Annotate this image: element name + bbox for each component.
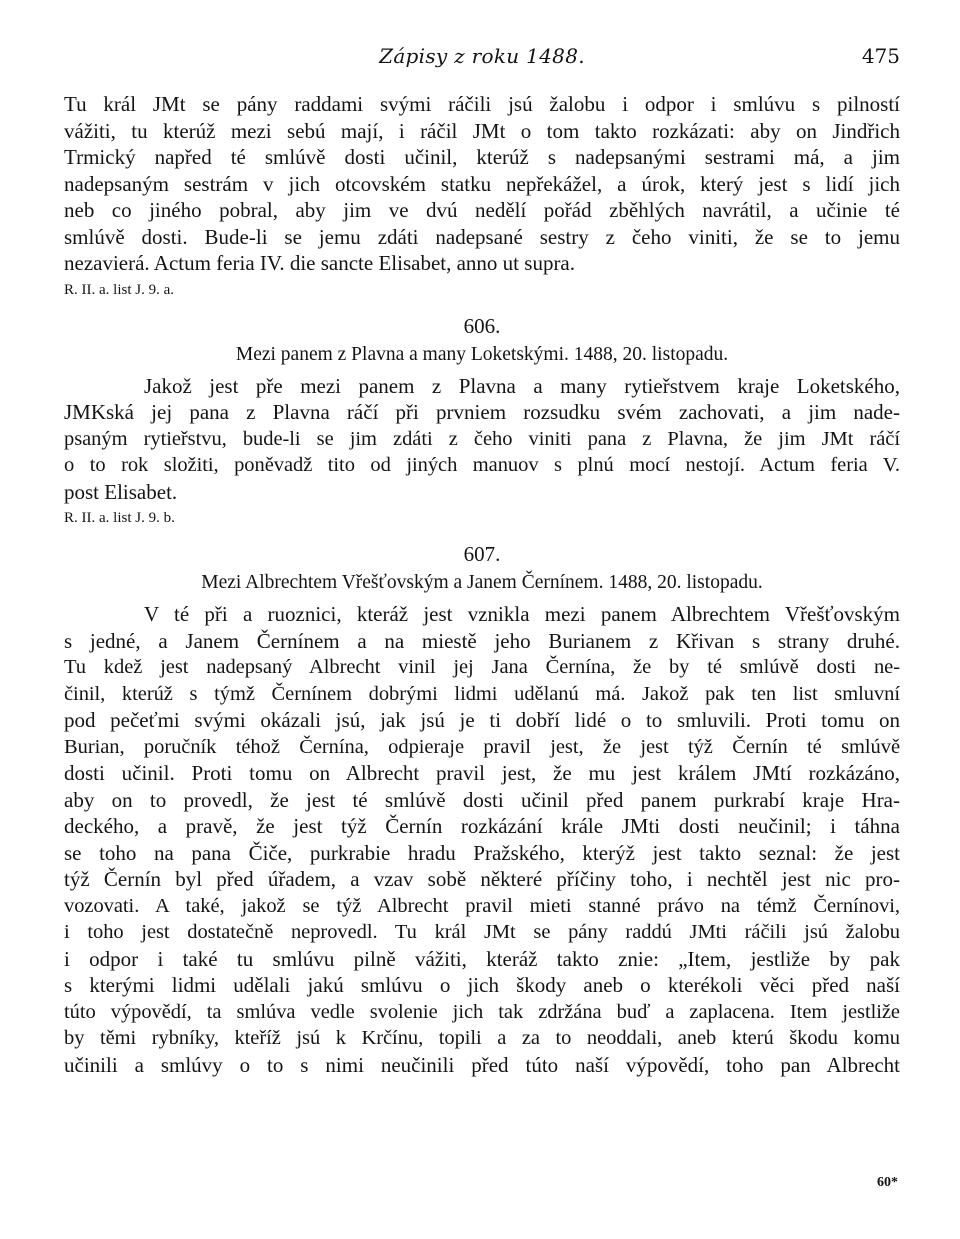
text-line: o to rok složiti, poněvadž tito od jiných manuov s plnú mocí nestojí. Actum feria V. bbox=[64, 454, 900, 476]
text-line: Jakož jest pře mezi panem z Plavna a many rytieřstvem kraje Loketského, bbox=[144, 373, 900, 398]
signature-mark: 60* bbox=[877, 1175, 898, 1190]
text-line: s jedné, a Janem Černínem a na miestě jeho Burianem z Křivan s strany druhé. bbox=[64, 628, 900, 653]
intro-paragraph bbox=[64, 91, 900, 277]
entry-heading: Mezi Albrechtem Vřešťovským a Janem Černínem. 1488, 20. listopadu. bbox=[201, 572, 763, 593]
running-title: Zápisy z roku 1488. bbox=[379, 44, 585, 68]
text-line: vozovati. A také, jakož se týž Albrecht pravil mieti stanné právo na témž Černínovi, bbox=[64, 894, 900, 917]
entry-paragraph bbox=[64, 373, 900, 506]
source-reference: R. II. a. list J. 9. a. bbox=[64, 281, 174, 298]
text-line: i odpor i také tu smlúvu pilně vážiti, kteráž takto znie: „Item, jestliže by pak bbox=[64, 946, 900, 971]
text-line: činil, kterúž s týmž Černínem dobrými lidmi udělanú má. Jakož pak ten list smluvní bbox=[64, 682, 900, 705]
text-line: dosti učinil. Proti tomu on Albrecht pravil jest, že mu jest králem JMtí rozkázáno, bbox=[64, 761, 900, 785]
text-line: post Elisabet. bbox=[64, 479, 178, 504]
body-text bbox=[64, 91, 900, 1078]
text-line: Trmický napřed té smlúvě dosti učinil, kterúž s nadepsanými sestrami má, a jim bbox=[64, 145, 900, 169]
text-line: nadepsaným sestrám v jich otcovském statku nepřekážel, a úrok, který jest s lidí jich bbox=[64, 171, 900, 196]
text-line: deckého, a pravě, že jest týž Černín rozkázání krále JMti dosti neučinil; i táhna bbox=[64, 814, 900, 838]
text-line: V té při a ruoznici, kteráž jest vznikla mezi panem Albrechtem Vřešťovským bbox=[144, 602, 900, 626]
entry-number: 607. bbox=[463, 542, 501, 566]
text-line: neb co jiného pobral, aby jim ve dvú nedělí pořád zběhlých navrátil, a učinie té bbox=[64, 198, 900, 222]
text-line: aby on to provedl, že jest té smlúvě dosti učinil před panem purkrabí kraje Hra- bbox=[64, 787, 900, 812]
text-line: pod pečeťmi svými okázali jsú, jak jsú je ti dobří lidé o to smluvili. Proti tomu on bbox=[64, 708, 900, 732]
text-line: JMKská jej pana z Plavna ráčí při prvniem rozsudku svém zachovati, a jim nade- bbox=[64, 400, 900, 424]
text-line: smlúvě dosti. Bude-li se jemu zdáti nadepsané sestry z čeho viniti, že se to jemu bbox=[64, 224, 900, 249]
text-line: psaným rytieřstvu, bude-li se jim zdáti z čeho viniti pana z Plavna, že jim JMt ráčí bbox=[64, 427, 900, 450]
text-line: túto výpovědí, ta smlúva vedle svolenie jich tak zdržána buď a zaplacena. Item jestliže bbox=[64, 1000, 900, 1023]
text-line: učinili a smlúvy o to s nimi neučinili před túto naší výpovědí, toho pan Albrecht bbox=[64, 1052, 900, 1077]
text-line: nezavierá. Actum feria IV. die sancte Elisabet, anno ut supra. bbox=[64, 251, 576, 275]
text-line: Tu kdež jest nadepsaný Albrecht vinil jej Jana Černína, že by té smlúvě dosti ne- bbox=[64, 656, 900, 678]
page-number: 475 bbox=[861, 44, 900, 68]
text-line: i toho jest dostatečně neprovedl. Tu král JMt se pány raddú JMti ráčili jsú žalobu bbox=[64, 921, 900, 943]
text-line: s kterými lidmi udělali jakú smlúvu o jich škody aneb o kterékoli věci před naší bbox=[64, 973, 900, 997]
running-head bbox=[64, 44, 900, 72]
entry-number: 606. bbox=[463, 313, 501, 338]
text-line: vážiti, tu kterúž mezi sebú mají, i ráčil JMt o tom takto rozkázati: aby on Jindřich bbox=[64, 118, 900, 143]
entry-heading: Mezi panem z Plavna a many Loketskými. 1488, 20. listopadu. bbox=[235, 343, 729, 365]
text-line: se toho na pana Čiče, purkrabie hradu Pražského, kterýž jest takto seznal: že jest bbox=[64, 840, 900, 865]
text-line: Tu král JMt se pány raddami svými ráčili jsú žalobu i odpor i smlúvu s pilností bbox=[64, 92, 900, 116]
entry-paragraph bbox=[64, 601, 900, 1078]
source-reference: R. II. a. list J. 9. b. bbox=[64, 510, 175, 526]
text-line: týž Černín byl před úřadem, a vzav sobě některé příčiny toho, i nechtěl jest nic pro- bbox=[64, 867, 900, 891]
text-line: Burian, poručník téhož Černína, odpieraje pravil jest, že jest týž Černín té smlúvě bbox=[64, 735, 900, 758]
text-line: by těmi rybníky, kteříž jsú k Krčínu, topili a za to neoddali, aneb kterú škodu komu bbox=[64, 1027, 900, 1049]
